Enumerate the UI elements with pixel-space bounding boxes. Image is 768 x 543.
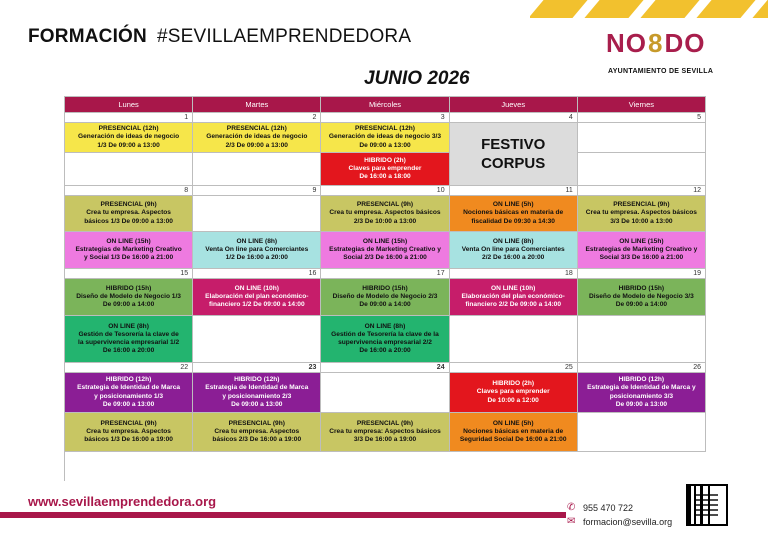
event-cell [450,279,578,316]
event-text-line: básicos 1/3 De 16:00 a 19:00 [84,436,173,444]
calendar-grid [64,96,706,481]
email-address[interactable]: formacion@sevilla.org [583,516,673,527]
event-text-line: Claves para emprender [476,388,550,396]
date-number: 8 [65,186,193,196]
event-cell [321,279,449,316]
logo-part-do: DO [664,28,706,58]
event-text-line: posicionamiento 3/3 [609,392,674,400]
event-cell [65,123,193,153]
event-text-line: Social 3/3 De 16:00 a 21:00 [599,254,684,262]
event-text-line: ON LINE (15h) [362,237,408,245]
festivo-text: CORPUS [481,155,546,172]
phone-number: 955 470 722 [583,502,634,513]
page-title [28,26,411,48]
empty-cell [65,153,193,186]
date-number: 26 [578,363,706,373]
day-header: Lunes [65,97,193,113]
day-header: Jueves [450,97,578,113]
event-text-line: Crea tu empresa. Aspectos [86,209,171,217]
event-cell [193,232,321,269]
event-text-line: HIBRIDO (15h) [105,284,152,292]
event-text-line: HIBRIDO (2h) [364,156,406,164]
event-text-line: Nociones básicas en materia de [463,427,564,435]
event-text-line: ON LINE (8h) [236,237,278,245]
title-text: FORMACIÓN [28,26,147,47]
event-text-line: fiscalidad De 09:30 a 14:30 [471,217,555,225]
event-cell [450,232,578,269]
event-text-line: Social 2/3 De 16:00 a 21:00 [343,254,427,262]
event-text-line: De 09:00 a 13:00 [102,400,155,408]
empty-cell [321,373,449,413]
event-text-line: financiero 1/2 De 09:00 a 14:00 [208,301,305,309]
event-text-line: De 09:00 a 14:00 [615,301,668,309]
event-cell [450,196,578,232]
event-text-line: 2/3 De 09:00 a 13:00 [225,141,288,149]
empty-cell [578,413,706,452]
event-text-line: PRESENCIAL (12h) [355,125,415,133]
date-number: 16 [193,269,321,279]
event-text-line: Estrategias de Marketing Creativo y [585,245,698,253]
event-text-line: y Social 1/3 De 16:00 a 21:00 [84,254,174,262]
date-number: 10 [321,186,449,196]
day-header: Viernes [578,97,706,113]
event-text-line: Estrategias de Marketing Creativo y [329,245,441,253]
event-cell [321,413,449,452]
festivo-cell [450,123,578,186]
date-number: 23 [193,363,321,373]
event-text-line: ON LINE (8h) [108,322,149,330]
empty-cell [450,316,578,363]
mail-icon: ✉ [567,516,576,527]
event-cell [65,413,193,452]
event-text-line: De 10:00 a 12:00 [487,396,539,404]
event-cell [450,373,578,413]
phone-icon: ✆ [567,502,576,513]
event-text-line: HIBRIDO (15h) [362,284,408,292]
empty-cell [578,153,706,186]
event-text-line: Crea tu empresa. Aspectos básicos [329,209,441,217]
event-cell [321,123,449,153]
event-text-line: Estrategia de Identidad de Marca y [587,384,696,392]
phone-contact [567,502,633,513]
decorative-stripes [530,0,768,18]
event-cell [193,413,321,452]
event-text-line: HIBRIDO (2h) [492,380,535,388]
event-text-line: Crea tu empresa. Aspectos básicos [585,209,697,217]
event-text-line: Crea tu empresa. Aspectos [214,427,300,435]
event-text-line: Crea tu empresa: Aspectos básicos [329,427,441,435]
date-number: 18 [450,269,578,279]
event-text-line: 2/3 De 10:00 a 13:00 [353,217,417,225]
event-cell [193,123,321,153]
event-cell [321,316,449,363]
empty-cell [193,316,321,363]
event-cell [193,279,321,316]
event-text-line: Elaboración del plan económico- [205,292,309,300]
date-number: 25 [450,363,578,373]
event-text-line: 2/2 De 16:00 a 20:00 [482,254,545,262]
date-number: 11 [450,186,578,196]
day-header: Miércoles [321,97,449,113]
date-number: 9 [193,186,321,196]
empty-cell [193,196,321,232]
event-text-line: básicos 2/3 De 16:00 a 19:00 [212,436,302,444]
logo-subtitle: AYUNTAMIENTO DE SEVILLA [608,68,714,75]
month-title: JUNIO 2026 [364,68,470,89]
event-cell [193,373,321,413]
event-text-line: PRESENCIAL (9h) [613,201,670,209]
event-cell [65,279,193,316]
event-text-line: Generación de ideas de negocio [78,133,180,141]
event-text-line: Diseño de Modelo de Negocio 1/3 [76,292,181,300]
event-text-line: PRESENCIAL (9h) [100,419,157,427]
empty-cell [578,123,706,153]
festivo-text: FESTIVO [481,135,546,153]
qr-code [686,484,728,526]
event-text-line: Claves para emprender [348,164,422,172]
date-number: 19 [578,269,706,279]
event-text-line: ON LINE (10h) [234,284,279,292]
event-text-line: Diseño de Modelo de Negocio 2/3 [332,292,438,300]
event-text-line: Venta On line para Comerciantes [461,245,565,253]
event-text-line: PRESENCIAL (9h) [100,201,157,209]
event-text-line: 3/3 De 10:00 a 13:00 [610,217,673,225]
event-text-line: PRESENCIAL (9h) [356,419,414,427]
date-number: 22 [65,363,193,373]
empty-cell [578,316,706,363]
logo-part-no: NO [606,28,647,58]
event-text-line: Estrategia de Identidad de Marca [77,384,181,392]
event-cell [450,413,578,452]
event-text-line: De 16:00 a 20:00 [359,347,411,355]
event-cell [65,316,193,363]
event-text-line: HIBRIDO (12h) [234,376,280,384]
date-number: 4 [450,113,578,123]
event-cell [65,196,193,232]
date-number: 5 [578,113,706,123]
event-text-line: ON LINE (10h) [491,284,536,292]
event-text-line: la supervivencia empresarial 1/2 [78,339,180,346]
event-text-line: financiero 2/2 De 09:00 a 14:00 [465,301,562,309]
event-text-line: Crea tu empresa. Aspectos [86,427,171,435]
event-text-line: Generación de ideas de negocio 3/3 [328,133,442,141]
event-text-line: De 09:00 a 13:00 [359,141,411,149]
date-number: 24 [321,363,449,373]
event-cell [578,373,706,413]
no8do-logo [606,28,705,59]
event-text-line: Nociones básicas en materia de [463,209,564,217]
date-number: 1 [65,113,193,123]
event-text-line: supervivencia empresarial 2/2 [338,339,432,346]
date-number: 17 [321,269,449,279]
event-text-line: PRESENCIAL (12h) [98,125,159,133]
empty-cell [193,153,321,186]
event-text-line: ON LINE (15h) [106,237,151,245]
email-contact[interactable] [567,516,672,527]
event-text-line: Elaboración del plan económico- [461,292,565,300]
event-text-line: y posicionamiento 1/3 [94,392,164,400]
event-text-line: PRESENCIAL (12h) [226,125,287,133]
event-text-line: PRESENCIAL (9h) [356,201,414,209]
event-text-line: HIBRIDO (12h) [618,376,665,384]
event-text-line: Venta On line para Comerciantes [205,245,309,253]
hashtag-text: #SEVILLAEMPRENDEDORA [156,26,412,47]
event-text-line: Seguridad Social De 16:00 a 21:00 [459,436,567,444]
event-text-line: 3/3 De 16:00 a 19:00 [353,436,417,444]
event-cell [321,232,449,269]
event-text-line: 1/2 De 16:00 a 20:00 [225,254,288,262]
event-text-line: ON LINE (15h) [619,237,664,245]
event-text-line: Generación de ideas de negocio [206,133,308,141]
date-number: 3 [321,113,449,123]
event-text-line: Diseño de Modelo de Negocio 3/3 [588,292,694,300]
event-cell [578,196,706,232]
event-text-line: De 09:00 a 13:00 [231,400,283,408]
event-cell [65,373,193,413]
event-text-line: ON LINE (8h) [364,322,406,330]
event-text-line: De 16:00 a 18:00 [359,173,411,181]
date-number: 15 [65,269,193,279]
event-text-line: HIBRIDO (12h) [105,376,152,384]
event-text-line: HIBRIDO (15h) [618,284,665,292]
event-cell [578,279,706,316]
event-text-line: básicos 1/3 De 09:00 a 13:00 [84,217,173,225]
event-text-line: De 09:00 a 14:00 [359,301,411,309]
date-number: 2 [193,113,321,123]
event-text-line: ON LINE (5h) [492,419,534,427]
event-text-line: 1/3 De 09:00 a 13:00 [97,141,160,149]
event-text-line: ON LINE (8h) [492,237,534,245]
event-text-line: De 16:00 a 20:00 [102,347,155,355]
event-text-line: Estrategias de Marketing Creativo [75,245,182,253]
event-text-line: Gestión de Tesorería la clave de [78,330,179,338]
event-text-line: ON LINE (5h) [492,201,534,209]
event-text-line: PRESENCIAL (9h) [228,419,285,427]
event-text-line: y posicionamiento 2/3 [222,392,292,400]
event-cell [578,232,706,269]
event-text-line: Gestión de Tesorería la clave de la [331,330,439,338]
logo-part-eight: 8 [648,28,664,58]
event-cell [321,196,449,232]
footer-bar [0,512,566,518]
day-header: Martes [193,97,321,113]
date-number: 12 [578,186,706,196]
event-text-line: De 09:00 a 14:00 [102,301,155,309]
event-cell [321,153,449,186]
website-link[interactable]: www.sevillaemprendedora.org [28,494,217,509]
event-text-line: De 09:00 a 13:00 [615,400,668,408]
event-text-line: Estrategia de Identidad de Marca [205,384,309,392]
event-cell [65,232,193,269]
